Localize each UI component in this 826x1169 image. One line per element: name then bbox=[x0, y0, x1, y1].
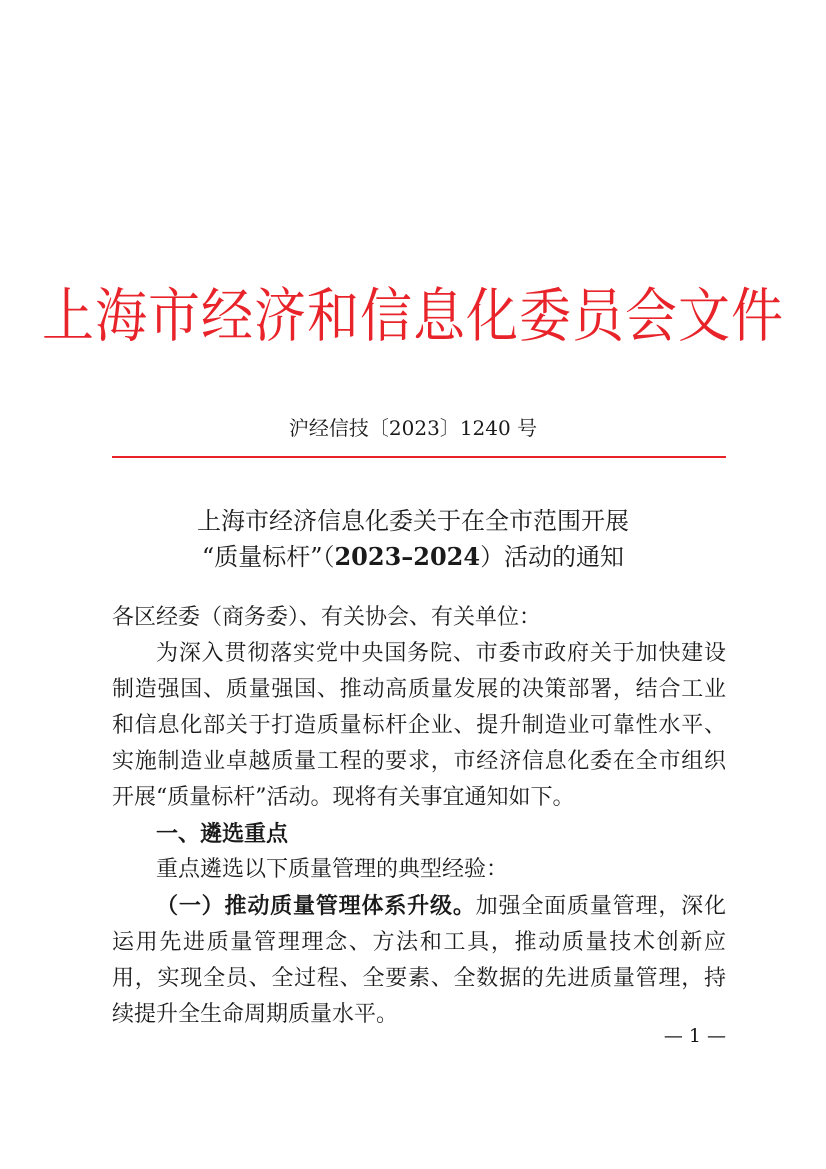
section1-lead: 重点遴选以下质量管理的典型经验： bbox=[156, 857, 509, 882]
item1-heading: （一）推动质量管理体系升级。 bbox=[156, 893, 476, 919]
red-divider-line bbox=[112, 456, 726, 458]
salutation: 各区经委（商务委）、有关协会、有关单位： bbox=[112, 605, 542, 630]
notice-title bbox=[0, 503, 826, 575]
section1-heading: 一、遴选重点 bbox=[156, 821, 289, 847]
issuer-header-title: 上海市经济和信息化委员会文件 bbox=[41, 283, 784, 351]
intro-paragraph: 为深入贯彻落实党中央国务院、市委市政府关于加快建设制造强国、质量强国、推动高质量发展的决策部署，结合工业和信息化部关于打造质量标杆企业、提升制造业可靠性水平、实施制造业卓越质量工程的要求，市经济信息化委在全市组织开展“质量标杆”活动。现将有关事宜通知如下。 bbox=[112, 641, 726, 810]
notice-title-line1: 上海市经济信息化委关于在全市范围开展 bbox=[197, 507, 629, 535]
notice-title-suffix: ）活动的通知 bbox=[480, 543, 625, 571]
page-number: — 1 — bbox=[663, 1025, 726, 1047]
item1-text: 加强全面质量管理，深化运用先进质量管理理念、方法和工具，推动质量技术创新应用，实现全员、全过程、全要素、全数据的先进质量管理，持续提升全生命周期质量水平。 bbox=[112, 894, 726, 1027]
notice-title-prefix: “质量标杆”（ bbox=[201, 543, 335, 571]
item1-paragraph bbox=[112, 888, 726, 1033]
notice-title-line2 bbox=[0, 539, 826, 575]
document-body bbox=[112, 600, 726, 1033]
notice-title-years: 2023–2024 bbox=[334, 542, 481, 571]
document-number: 沪经信技〔2023〕1240 号 bbox=[288, 416, 538, 440]
